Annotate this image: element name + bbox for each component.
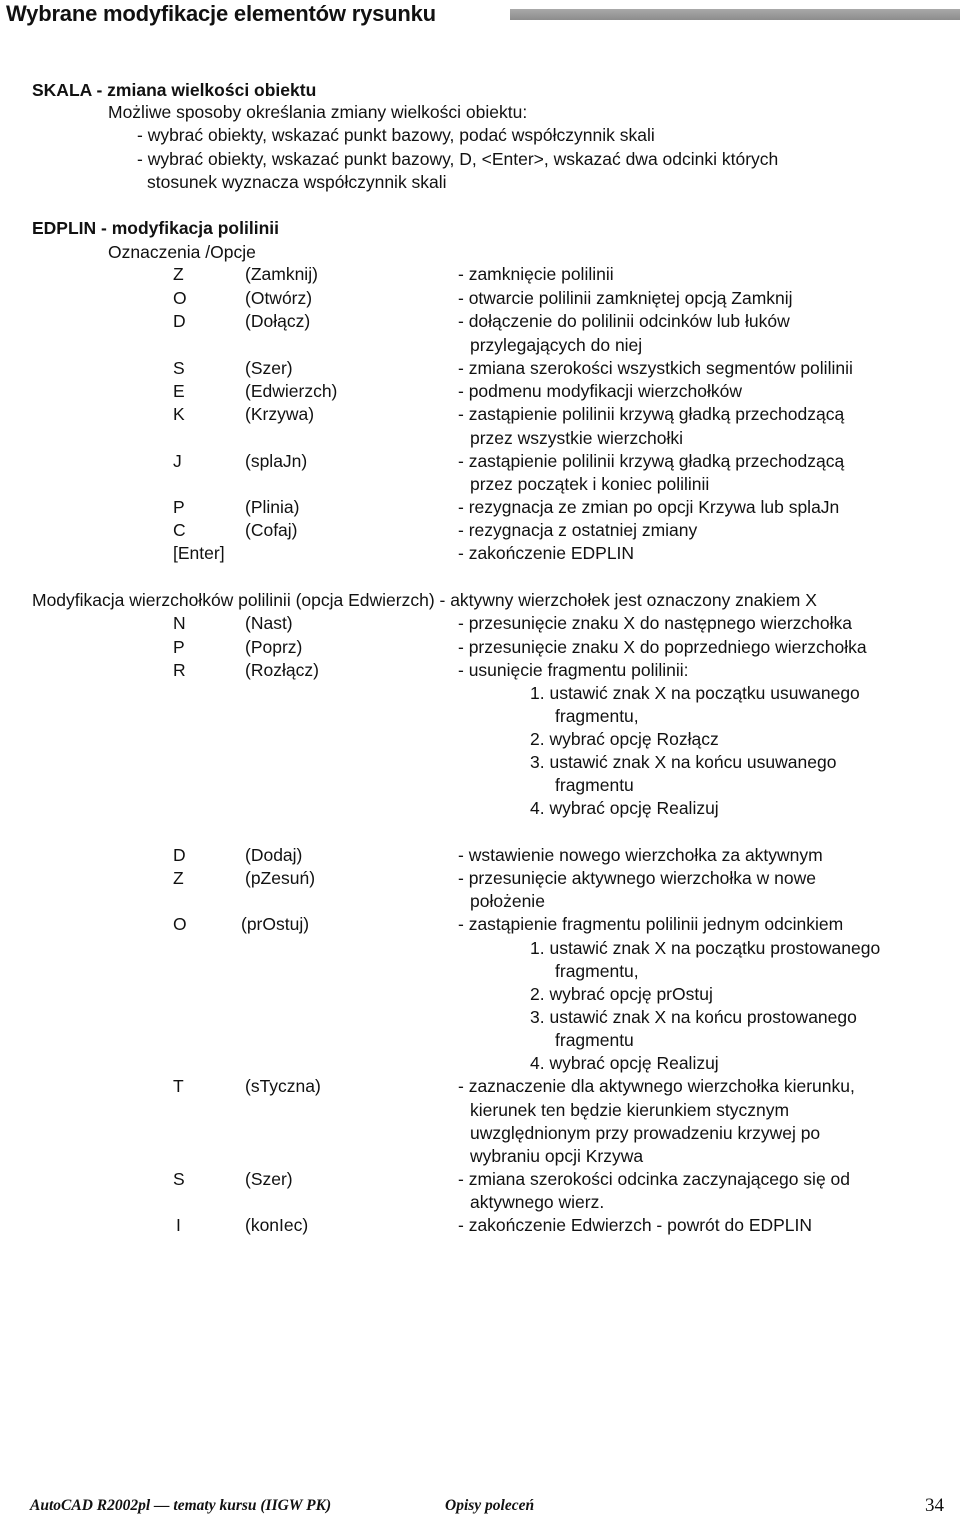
option-desc: przylegających do niej xyxy=(470,335,643,355)
option-desc: - rezygnacja z ostatniej zmiany xyxy=(458,520,698,540)
option-key: I xyxy=(176,1215,181,1235)
option-name: (Plinia) xyxy=(245,497,300,517)
option-name: (Otwórz) xyxy=(245,288,313,308)
step-item: fragmentu xyxy=(555,1030,634,1050)
option-desc: - zmiana szerokości wszystkich segmentów polilinii xyxy=(458,358,853,378)
step-item: 4. wybrać opcję Realizuj xyxy=(530,1053,719,1073)
option-desc: - zakończenie Edwierzch - powrót do EDPLIN xyxy=(458,1215,813,1235)
option-name: (sTyczna) xyxy=(245,1076,321,1096)
option-name: (Szer) xyxy=(245,1169,293,1189)
step-item: 2. wybrać opcję Rozłącz xyxy=(530,729,719,749)
option-key: D xyxy=(173,311,186,331)
option-key: R xyxy=(173,660,186,680)
option-name: (konIec) xyxy=(245,1215,309,1235)
step-item: 4. wybrać opcję Realizuj xyxy=(530,798,719,818)
option-desc: - dołączenie do polilinii odcinków lub łuków xyxy=(458,311,790,331)
option-key: E xyxy=(173,381,185,401)
option-key: O xyxy=(173,288,187,308)
option-name: (Dołącz) xyxy=(245,311,311,331)
option-name: (pZesuń) xyxy=(245,868,316,888)
option-desc: - zastąpienie polilinii krzywą gładką przechodzącą xyxy=(458,404,845,424)
option-key: D xyxy=(173,845,186,865)
skala-item: - wybrać obiekty, wskazać punkt bazowy, D, <Enter>, wskazać dwa odcinki których xyxy=(137,149,779,169)
option-name: (Krzywa) xyxy=(245,404,315,424)
option-key: Z xyxy=(173,868,184,888)
option-desc: wybraniu opcji Krzywa xyxy=(470,1146,644,1166)
skala-intro: Możliwe sposoby określania zmiany wielkości obiektu: xyxy=(108,102,528,122)
option-desc: położenie xyxy=(470,891,545,911)
option-key: Z xyxy=(173,264,184,284)
option-key: P xyxy=(173,637,185,657)
step-item: 1. ustawić znak X na początku usuwanego xyxy=(530,683,860,703)
option-name: (Edwierzch) xyxy=(245,381,338,401)
option-key: C xyxy=(173,520,186,540)
option-desc: - zmiana szerokości odcinka zaczynającego się od xyxy=(458,1169,850,1189)
vertex-heading: Modyfikacja wierzchołków polilinii (opcja Edwierzch) - aktywny wierzchołek jest oznaczony znakiem X xyxy=(32,590,817,610)
step-item: 2. wybrać opcję prOstuj xyxy=(530,984,713,1004)
option-desc: - przesunięcie znaku X do następnego wierzchołka xyxy=(458,613,852,633)
option-desc: - zakończenie EDPLIN xyxy=(458,543,635,563)
edplin-heading: EDPLIN - modyfikacja polilinii xyxy=(32,218,279,238)
option-name: (Cofaj) xyxy=(245,520,298,540)
option-desc: - zastąpienie polilinii krzywą gładką przechodzącą xyxy=(458,451,845,471)
skala-item: stosunek wyznacza współczynnik skali xyxy=(147,172,447,192)
option-key: K xyxy=(173,404,185,424)
skala-heading: SKALA - zmiana wielkości obiektu xyxy=(32,80,317,100)
option-desc: przez wszystkie wierzchołki xyxy=(470,428,683,448)
option-key: N xyxy=(173,613,186,633)
option-desc: - zaznaczenie dla aktywnego wierzchołka kierunku, xyxy=(458,1076,855,1096)
step-item: 1. ustawić znak X na początku prostowanego xyxy=(530,938,881,958)
step-item: fragmentu xyxy=(555,775,634,795)
option-key: P xyxy=(173,497,185,517)
option-key: J xyxy=(173,451,182,471)
edplin-subheading: Oznaczenia /Opcje xyxy=(108,242,256,262)
option-desc: - przesunięcie znaku X do poprzedniego wierzchołka xyxy=(458,637,867,657)
step-item: fragmentu, xyxy=(555,706,639,726)
option-name: (splaJn) xyxy=(245,451,308,471)
option-desc: uwzględnionym przy prowadzeniu krzywej po xyxy=(470,1123,821,1143)
option-desc: aktywnego wierz. xyxy=(470,1192,605,1212)
option-desc: kierunek ten będzie kierunkiem stycznym xyxy=(470,1100,790,1120)
option-key: S xyxy=(173,1169,185,1189)
option-key: O xyxy=(173,914,187,934)
option-key: T xyxy=(173,1076,184,1096)
option-name: (Zamknij) xyxy=(245,264,318,284)
step-item: fragmentu, xyxy=(555,961,639,981)
option-name: (Nast) xyxy=(245,613,293,633)
option-desc: - rezygnacja ze zmian po opcji Krzywa lub splaJn xyxy=(458,497,840,517)
option-desc: przez początek i koniec polilinii xyxy=(470,474,710,494)
option-name: (Poprz) xyxy=(245,637,303,657)
option-key: S xyxy=(173,358,185,378)
footer-section: Opisy poleceń xyxy=(445,1497,535,1514)
option-name: (Szer) xyxy=(245,358,293,378)
option-key: [Enter] xyxy=(173,543,225,563)
option-desc: - wstawienie nowego wierzchołka za aktywnym xyxy=(458,845,823,865)
option-name: (Rozłącz) xyxy=(245,660,319,680)
option-desc: - usunięcie fragmentu polilinii: xyxy=(458,660,689,680)
option-desc: - zastąpienie fragmentu polilinii jednym odcinkiem xyxy=(458,914,844,934)
step-item: 3. ustawić znak X na końcu prostowanego xyxy=(530,1007,857,1027)
skala-item: - wybrać obiekty, wskazać punkt bazowy, podać współczynnik skali xyxy=(137,125,655,145)
page-title: Wybrane modyfikacje elementów rysunku xyxy=(6,1,436,26)
option-desc: - otwarcie polilinii zamkniętej opcją Zamknij xyxy=(458,288,793,308)
page-number: 34 xyxy=(925,1495,944,1516)
option-name: (Dodaj) xyxy=(245,845,303,865)
option-desc: - zamknięcie polilinii xyxy=(458,264,614,284)
step-item: 3. ustawić znak X na końcu usuwanego xyxy=(530,752,837,772)
footer-course: AutoCAD R2002pl — tematy kursu (IIGW PK) xyxy=(30,1497,332,1514)
option-name: (prOstuj) xyxy=(241,914,310,934)
title-rule xyxy=(510,9,960,20)
option-desc: - podmenu modyfikacji wierzchołków xyxy=(458,381,742,401)
option-desc: - przesunięcie aktywnego wierzchołka w nowe xyxy=(458,868,816,888)
